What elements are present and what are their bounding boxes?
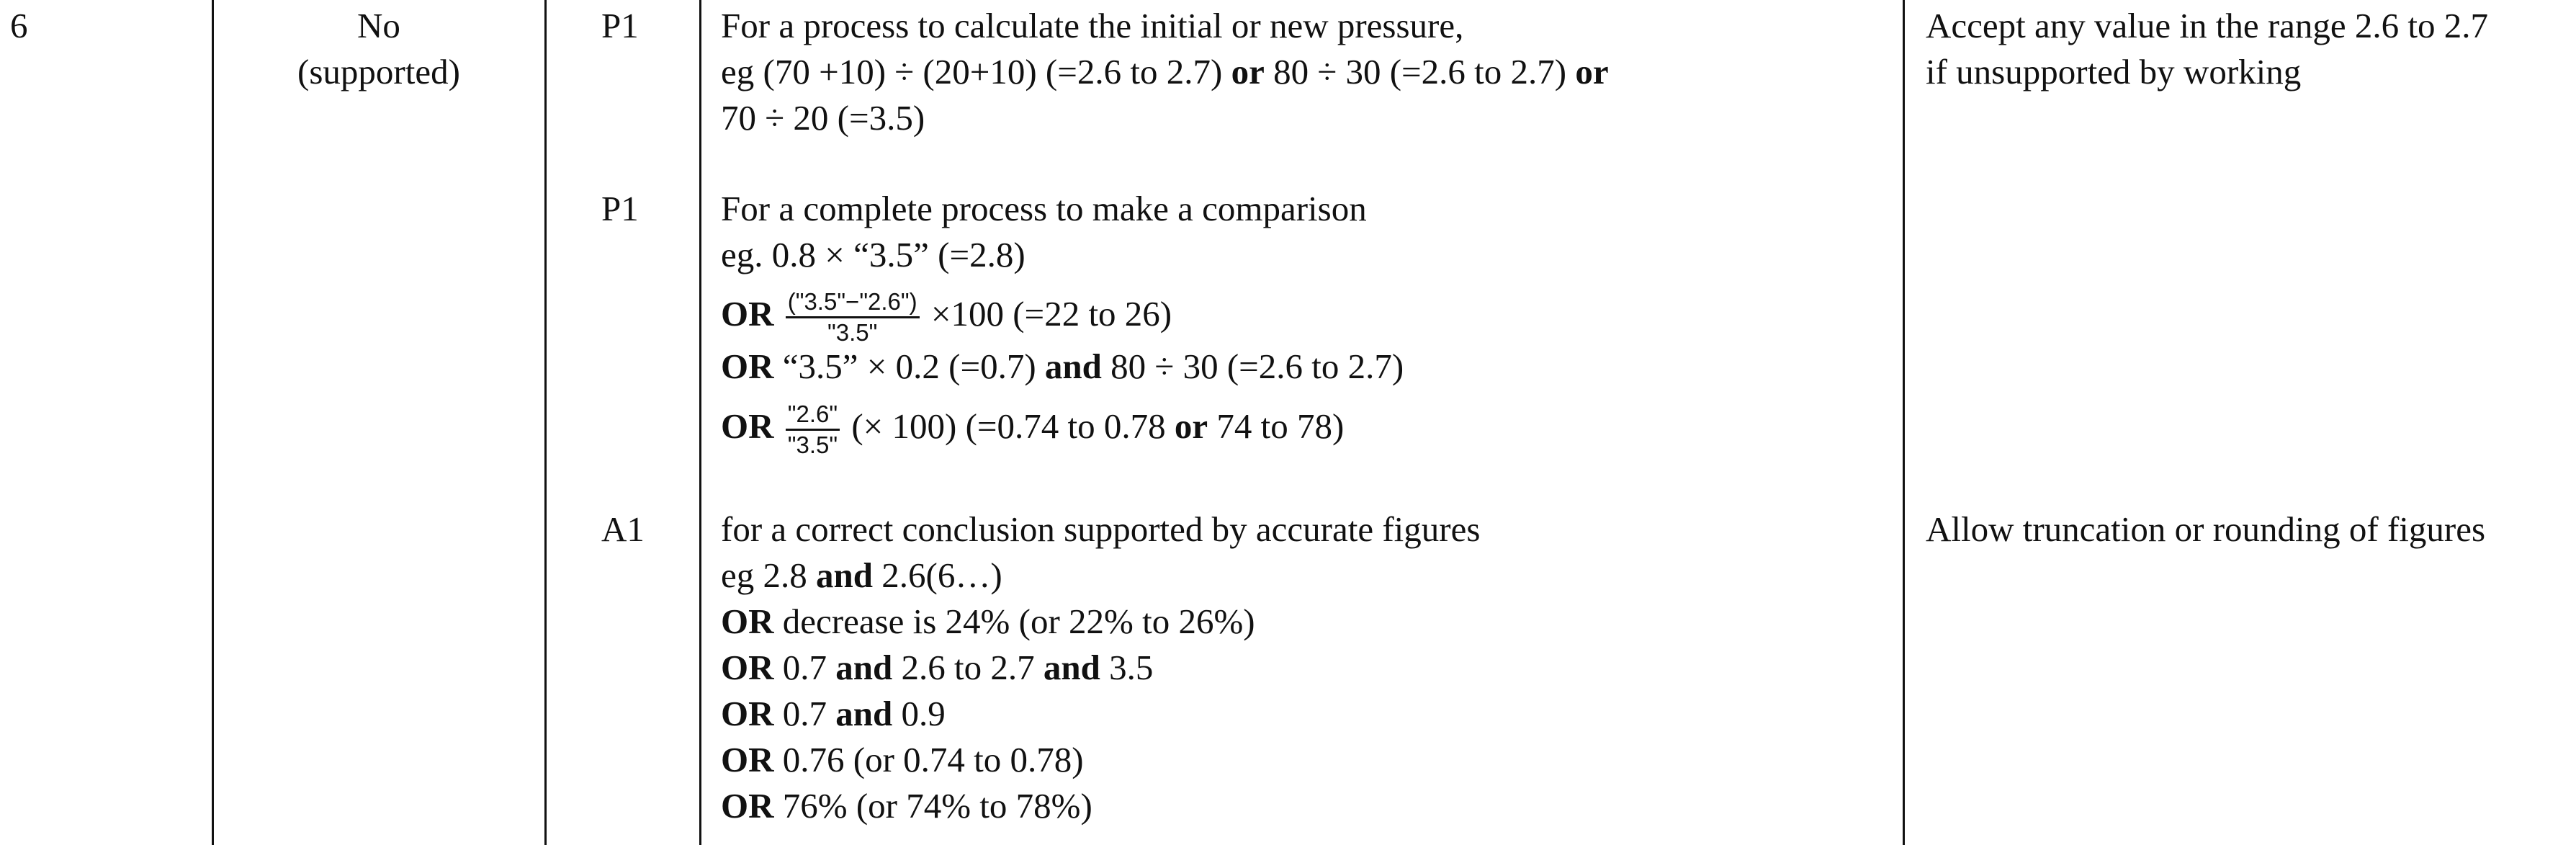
column-divider bbox=[699, 0, 701, 845]
text-segment: 0.9 bbox=[892, 694, 946, 733]
mark-criterion-line bbox=[721, 95, 925, 141]
bold-keyword: and bbox=[1044, 347, 1102, 386]
mark-criterion-line bbox=[721, 400, 1345, 458]
bold-keyword: OR bbox=[721, 648, 774, 687]
text-segment: for a correct conclusion supported by accurate figures bbox=[721, 509, 1481, 549]
bold-keyword: or bbox=[1231, 52, 1265, 91]
mark-criterion-line bbox=[721, 645, 1153, 691]
text-segment: 0.7 bbox=[773, 694, 836, 733]
text-segment: 3.5 bbox=[1100, 648, 1154, 687]
guidance-note: Allow truncation or rounding of figures bbox=[1926, 509, 2486, 549]
fraction-numerator: "2.6" bbox=[786, 400, 840, 431]
text-segment: decrease is 24% (or 22% to 26%) bbox=[773, 602, 1255, 641]
text-segment: 70 ÷ 20 (=3.5) bbox=[721, 98, 925, 138]
text-segment: 0.7 bbox=[773, 648, 836, 687]
column-divider bbox=[212, 0, 214, 845]
text-segment: For a complete process to make a comparison bbox=[721, 189, 1367, 228]
mark-criterion-line bbox=[721, 344, 1404, 390]
answer-cell bbox=[216, 3, 542, 95]
text-segment: 76% (or 74% to 78%) bbox=[773, 786, 1092, 826]
text-segment: 2.6 to 2.7 bbox=[892, 648, 1044, 687]
guidance-note: Accept any value in the range 2.6 to 2.7 bbox=[1926, 6, 2489, 45]
bold-keyword: OR bbox=[721, 740, 774, 779]
mark-criterion-line bbox=[721, 49, 1609, 95]
mark-code: P1 bbox=[601, 6, 639, 45]
mark-criterion-line bbox=[721, 3, 1463, 49]
mark-criterion-line bbox=[721, 553, 1002, 599]
text-segment: (× 100) (=0.74 to 0.78 bbox=[843, 406, 1175, 446]
text-segment: 2.6(6…) bbox=[873, 555, 1002, 595]
guidance-note: if unsupported by working bbox=[1926, 52, 2302, 91]
answer-text: No bbox=[357, 6, 400, 45]
fraction-denominator: "3.5" bbox=[787, 432, 838, 458]
text-segment: eg (70 +10) ÷ (20+10) (=2.6 to 2.7) bbox=[721, 52, 1231, 91]
fraction-denominator: "3.5" bbox=[827, 319, 878, 346]
mark-criterion-line bbox=[721, 783, 1092, 829]
mark-code: P1 bbox=[601, 189, 639, 228]
bold-keyword: or bbox=[1174, 406, 1208, 446]
mark-criterion-line bbox=[721, 599, 1255, 645]
mark-criterion-line bbox=[721, 691, 946, 737]
bold-keyword: and bbox=[816, 555, 874, 595]
mark-criterion-line bbox=[721, 287, 1172, 346]
bold-keyword: OR bbox=[721, 602, 774, 641]
fraction-numerator: ("3.5"−"2.6") bbox=[786, 287, 920, 318]
text-segment: 80 ÷ 30 (=2.6 to 2.7) bbox=[1264, 52, 1576, 91]
bold-keyword: and bbox=[835, 694, 893, 733]
bold-keyword: OR bbox=[721, 786, 774, 826]
bold-keyword: and bbox=[1043, 648, 1100, 687]
mark-criterion-line bbox=[721, 506, 1480, 553]
text-segment: eg. 0.8 × “3.5” (=2.8) bbox=[721, 235, 1026, 274]
answer-qualifier: (supported) bbox=[297, 52, 460, 91]
mark-criterion-line bbox=[721, 232, 1026, 278]
mark-criterion-line bbox=[721, 186, 1367, 232]
mark-code: A1 bbox=[601, 509, 645, 549]
bold-keyword: OR bbox=[721, 293, 783, 334]
column-divider bbox=[1903, 0, 1905, 845]
fraction bbox=[786, 400, 840, 460]
text-segment: ×100 (=22 to 26) bbox=[922, 293, 1172, 334]
mark-criterion-line bbox=[721, 737, 1084, 783]
text-segment: For a process to calculate the initial or new pressure, bbox=[721, 6, 1464, 45]
column-divider bbox=[544, 0, 547, 845]
bold-keyword: OR bbox=[721, 406, 783, 446]
text-segment: 80 ÷ 30 (=2.6 to 2.7) bbox=[1101, 347, 1404, 386]
bold-keyword: or bbox=[1575, 52, 1609, 91]
bold-keyword: and bbox=[835, 648, 893, 687]
text-segment: “3.5” × 0.2 (=0.7) bbox=[773, 347, 1045, 386]
text-segment: 74 to 78) bbox=[1208, 406, 1345, 446]
bold-keyword: OR bbox=[721, 347, 774, 386]
question-number: 6 bbox=[10, 6, 28, 45]
fraction bbox=[786, 287, 920, 347]
text-segment: 0.76 (or 0.74 to 0.78) bbox=[773, 740, 1084, 779]
bold-keyword: OR bbox=[721, 694, 774, 733]
text-segment: eg 2.8 bbox=[721, 555, 816, 595]
